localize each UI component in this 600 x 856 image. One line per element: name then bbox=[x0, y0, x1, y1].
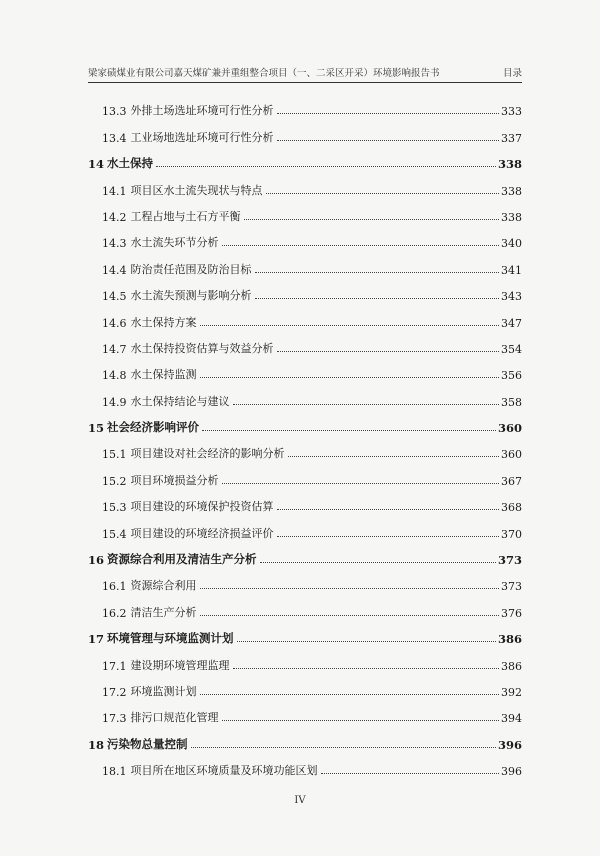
toc-section-entry[interactable] bbox=[88, 755, 522, 781]
toc-section-entry[interactable] bbox=[88, 227, 522, 253]
dot-leader bbox=[321, 773, 500, 774]
toc-entry-number: 15.3 bbox=[102, 501, 127, 515]
toc-entry-page: 367 bbox=[501, 474, 522, 488]
toc-entry-number: 15.1 bbox=[102, 448, 127, 462]
toc-entry-title: 项目建设的环境经济损益评价 bbox=[130, 526, 274, 540]
toc-entry-title: 排污口规范化管理 bbox=[130, 711, 219, 725]
toc-entry-title: 项目环境损益分析 bbox=[130, 473, 219, 487]
toc-chapter-entry[interactable] bbox=[88, 544, 522, 570]
toc-section-entry[interactable] bbox=[88, 201, 522, 227]
toc-section-entry[interactable] bbox=[88, 333, 522, 359]
toc-entry-number: 17 bbox=[88, 632, 105, 647]
toc-section-entry[interactable] bbox=[88, 438, 522, 464]
dot-leader bbox=[200, 325, 500, 326]
dot-leader bbox=[202, 430, 496, 431]
toc-section-entry[interactable] bbox=[88, 649, 522, 675]
dot-leader bbox=[260, 562, 496, 563]
toc-entry-title: 水土流失预测与影响分析 bbox=[130, 289, 252, 303]
toc-entry-page: 370 bbox=[501, 527, 522, 541]
dot-leader bbox=[266, 193, 500, 194]
toc-section-entry[interactable] bbox=[88, 359, 522, 385]
dot-leader bbox=[233, 668, 500, 669]
toc-chapter-entry[interactable] bbox=[88, 412, 522, 438]
toc-entry-page: 360 bbox=[501, 448, 522, 462]
dot-leader bbox=[200, 615, 500, 616]
toc-section-entry[interactable] bbox=[88, 253, 522, 279]
toc-entry-title: 水土保持投资估算与效益分析 bbox=[130, 341, 274, 355]
toc-entry-page: 396 bbox=[497, 737, 522, 752]
toc-section-entry[interactable] bbox=[88, 702, 522, 728]
dot-leader bbox=[237, 641, 496, 642]
toc-entry-page: 333 bbox=[501, 105, 522, 119]
toc-entry-number: 15.4 bbox=[102, 527, 127, 541]
toc-section-entry[interactable] bbox=[88, 596, 522, 622]
toc-chapter-entry[interactable] bbox=[88, 148, 522, 174]
toc-entry-title: 建设期环境管理监理 bbox=[130, 658, 230, 672]
toc-entry-title: 项目建设的环境保护投资估算 bbox=[130, 500, 274, 514]
toc-entry-title: 外排土场选址环境可行性分析 bbox=[130, 104, 274, 118]
toc-entry-page: 396 bbox=[501, 765, 522, 779]
toc-entry-number: 14.6 bbox=[102, 316, 127, 330]
toc-entry-page: 347 bbox=[501, 316, 522, 330]
dot-leader bbox=[200, 588, 500, 589]
toc-entry-page: 340 bbox=[501, 237, 522, 251]
toc-entry-page: 360 bbox=[497, 421, 522, 436]
dot-leader bbox=[222, 483, 500, 484]
toc-entry-number: 14.4 bbox=[102, 263, 127, 277]
toc-entry-title: 水土保持 bbox=[107, 156, 154, 171]
dot-leader bbox=[191, 747, 496, 748]
header-section: 目录 bbox=[502, 68, 522, 79]
toc-entry-number: 17.2 bbox=[102, 685, 127, 699]
toc-entry-title: 工程占地与土石方平衡 bbox=[130, 209, 241, 223]
toc-entry-title: 资源综合利用 bbox=[130, 579, 197, 593]
toc-section-entry[interactable] bbox=[88, 385, 522, 411]
toc-entry-number: 14.7 bbox=[102, 342, 127, 356]
toc-entry-page: 338 bbox=[501, 210, 522, 224]
toc-section-entry[interactable] bbox=[88, 306, 522, 332]
running-header bbox=[88, 64, 522, 83]
toc-chapter-entry[interactable] bbox=[88, 623, 522, 649]
toc-entry-number: 15 bbox=[88, 421, 105, 436]
dot-leader bbox=[233, 404, 500, 405]
toc-entry-number: 16.2 bbox=[102, 606, 127, 620]
toc-entry-title: 防治责任范围及防治目标 bbox=[130, 262, 252, 276]
toc-entry-title: 资源综合利用及清洁生产分析 bbox=[107, 552, 257, 567]
toc-entry-number: 14.3 bbox=[102, 237, 127, 251]
toc-entry-number: 16.1 bbox=[102, 580, 127, 594]
toc-entry-number: 15.2 bbox=[102, 474, 127, 488]
dot-leader bbox=[222, 245, 500, 246]
toc-entry-title: 清洁生产分析 bbox=[130, 605, 197, 619]
toc-entry-page: 394 bbox=[501, 712, 522, 726]
dot-leader bbox=[288, 456, 500, 457]
table-of-contents bbox=[88, 95, 522, 781]
toc-entry-page: 337 bbox=[501, 131, 522, 145]
dot-leader bbox=[255, 272, 500, 273]
toc-entry-title: 工业场地选址环境可行性分析 bbox=[130, 130, 274, 144]
toc-section-entry[interactable] bbox=[88, 517, 522, 543]
dot-leader bbox=[222, 720, 500, 721]
toc-section-entry[interactable] bbox=[88, 570, 522, 596]
toc-entry-page: 386 bbox=[501, 659, 522, 673]
toc-entry-number: 16 bbox=[88, 553, 105, 568]
toc-entry-page: 386 bbox=[497, 632, 522, 647]
toc-entry-title: 环境监测计划 bbox=[130, 684, 197, 698]
toc-entry-page: 338 bbox=[501, 184, 522, 198]
toc-entry-number: 14 bbox=[88, 157, 105, 172]
toc-entry-page: 354 bbox=[501, 342, 522, 356]
toc-entry-page: 392 bbox=[501, 685, 522, 699]
toc-entry-title: 水土保持方案 bbox=[130, 315, 197, 329]
toc-entry-number: 13.3 bbox=[102, 105, 127, 119]
toc-entry-number: 18.1 bbox=[102, 765, 127, 779]
toc-section-entry[interactable] bbox=[88, 676, 522, 702]
toc-entry-number: 17.3 bbox=[102, 712, 127, 726]
toc-entry-title: 项目所在地区环境质量及环境功能区划 bbox=[130, 764, 318, 778]
dot-leader bbox=[277, 113, 500, 114]
toc-entry-page: 358 bbox=[501, 395, 522, 409]
toc-chapter-entry[interactable] bbox=[88, 728, 522, 754]
toc-entry-page: 343 bbox=[501, 290, 522, 304]
toc-entry-title: 水土保持监测 bbox=[130, 368, 197, 382]
dot-leader bbox=[244, 219, 500, 220]
toc-entry-number: 14.9 bbox=[102, 395, 127, 409]
toc-entry-title: 社会经济影响评价 bbox=[107, 420, 200, 435]
toc-entry-title: 项目建设对社会经济的影响分析 bbox=[130, 447, 285, 461]
toc-section-entry[interactable] bbox=[88, 280, 522, 306]
dot-leader bbox=[277, 140, 500, 141]
toc-entry-title: 项目区水土流失现状与特点 bbox=[130, 183, 263, 197]
toc-entry-page: 368 bbox=[501, 501, 522, 515]
dot-leader bbox=[156, 166, 496, 167]
toc-entry-page: 376 bbox=[501, 606, 522, 620]
toc-entry-page: 341 bbox=[501, 263, 522, 277]
toc-section-entry[interactable] bbox=[88, 464, 522, 490]
toc-entry-number: 17.1 bbox=[102, 659, 127, 673]
toc-entry-number: 14.5 bbox=[102, 290, 127, 304]
header-title: 梁家碛煤业有限公司嘉天煤矿兼并重组整合项目（一、二采区开采）环境影响报告书 bbox=[88, 68, 440, 79]
toc-entry-number: 14.8 bbox=[102, 369, 127, 383]
toc-entry-title: 环境管理与环境监测计划 bbox=[107, 631, 234, 646]
toc-entry-title: 水土保持结论与建议 bbox=[130, 394, 230, 408]
toc-entry-number: 13.4 bbox=[102, 131, 127, 145]
toc-entry-page: 373 bbox=[501, 580, 522, 594]
toc-entry-number: 14.2 bbox=[102, 210, 127, 224]
toc-entry-title: 污染物总量控制 bbox=[107, 736, 188, 751]
toc-entry-page: 338 bbox=[497, 157, 522, 172]
toc-entry-number: 18 bbox=[88, 737, 105, 752]
toc-entry-page: 356 bbox=[501, 369, 522, 383]
toc-section-entry[interactable] bbox=[88, 491, 522, 517]
dot-leader bbox=[277, 509, 500, 510]
toc-section-entry[interactable] bbox=[88, 174, 522, 200]
dot-leader bbox=[200, 377, 500, 378]
page-number: IV bbox=[294, 795, 306, 806]
dot-leader bbox=[200, 694, 500, 695]
toc-entry-title: 水土流失环节分析 bbox=[130, 236, 219, 250]
toc-entry-page: 373 bbox=[497, 553, 522, 568]
dot-leader bbox=[277, 536, 500, 537]
dot-leader bbox=[277, 351, 500, 352]
toc-entry-number: 14.1 bbox=[102, 184, 127, 198]
toc-section-entry[interactable] bbox=[88, 121, 522, 147]
toc-section-entry[interactable] bbox=[88, 95, 522, 121]
dot-leader bbox=[255, 298, 500, 299]
